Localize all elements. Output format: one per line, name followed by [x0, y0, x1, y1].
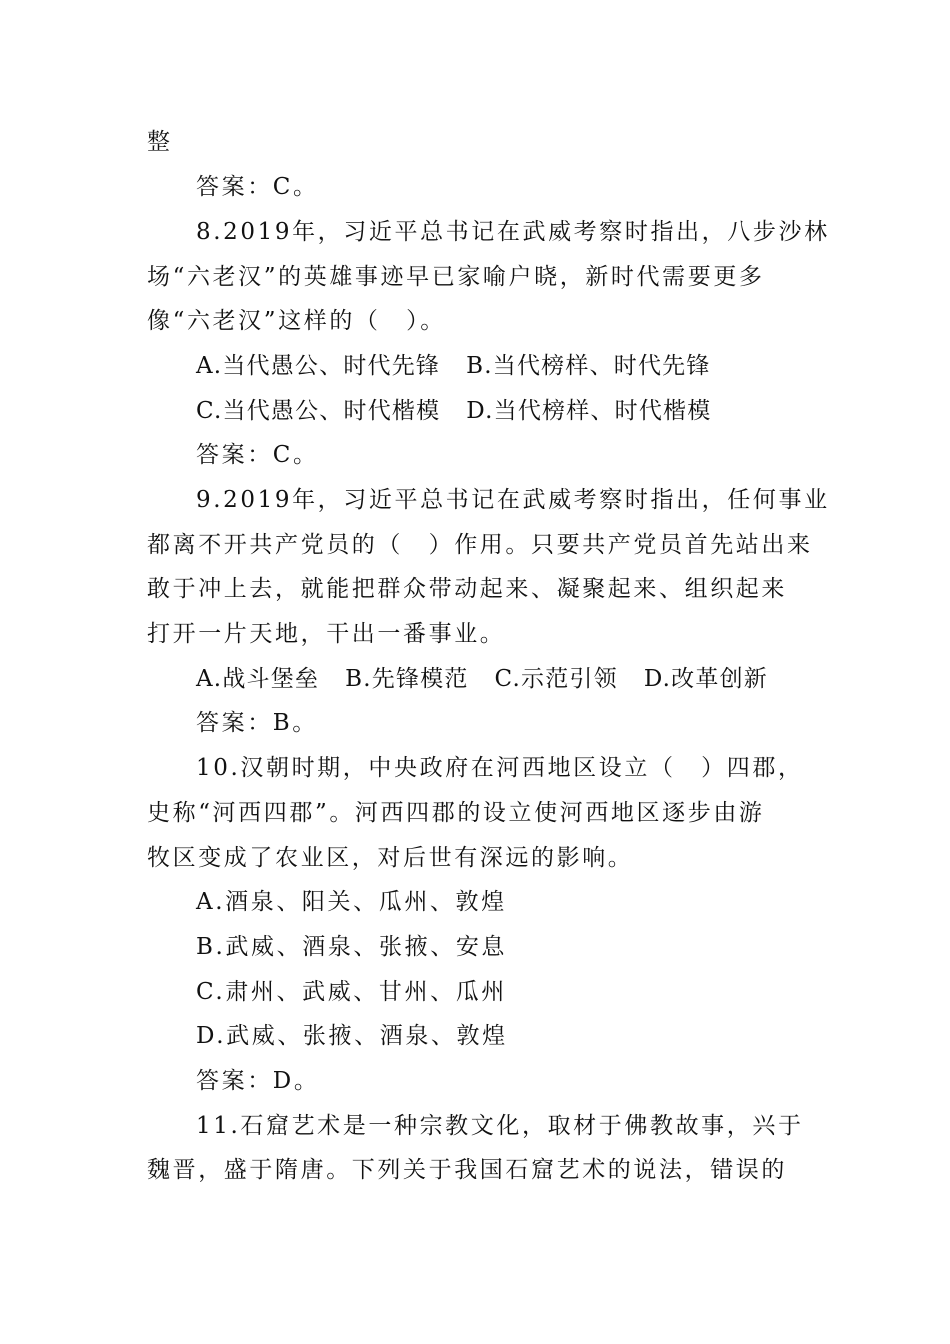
- question-10-line-2: 史称“河西四郡”。河西四郡的设立使河西地区逐步由游: [147, 800, 765, 826]
- option-9d: D.改革创新: [643, 666, 768, 692]
- option-9a: A.战斗堡垒: [196, 666, 320, 692]
- question-9-line-1: 9.2019年，习近平总书记在武威考察时指出，任何事业: [196, 487, 830, 513]
- question-10-line-1: 10.汉朝时期，中央政府在河西地区设立（ ）四郡，: [196, 755, 804, 781]
- question-9-line-3: 敢于冲上去，就能把群众带动起来、凝聚起来、组织起来: [147, 576, 787, 602]
- option-8a: A.当代愚公、时代先锋: [196, 353, 441, 379]
- option-8c: C.当代愚公、时代楷模: [196, 398, 441, 424]
- question-9-line-2: 都离不开共产党员的（ ）作用。只要共产党员首先站出来: [147, 532, 813, 558]
- option-9b: B.先锋模范: [345, 666, 469, 692]
- option-10d: D.武威、张掖、酒泉、敦煌: [196, 1023, 508, 1049]
- question-8-options-ab: [196, 351, 807, 381]
- question-11-line-1: 11.石窟艺术是一种宗教文化，取材于佛教故事，兴于: [196, 1113, 804, 1139]
- answer-q9: 答案：B。: [196, 710, 318, 736]
- answer-q7: 答案：C。: [196, 174, 319, 200]
- question-8-line-1: 8.2019年，习近平总书记在武威考察时指出，八步沙林: [196, 219, 830, 245]
- answer-q8: 答案：C。: [196, 442, 319, 468]
- option-10c: C.肃州、武威、甘州、瓜州: [196, 979, 507, 1005]
- question-10-line-3: 牧区变成了农业区，对后世有深远的影响。: [147, 845, 634, 871]
- option-8b: B.当代榜样、时代先锋: [466, 353, 711, 379]
- option-8d: D.当代榜样、时代楷模: [466, 398, 712, 424]
- answer-q10: 答案：D。: [196, 1068, 320, 1094]
- option-10b: B.武威、酒泉、张掖、安息: [196, 934, 508, 960]
- continuation-text: 整: [147, 129, 173, 155]
- option-10a: A.酒泉、阳关、瓜州、敦煌: [196, 889, 507, 915]
- question-8-line-2: 场“六老汉”的英雄事迹早已家喻户晓，新时代需要更多: [147, 264, 765, 290]
- option-9c: C.示范引领: [494, 666, 618, 692]
- question-8-options-cd: [196, 396, 807, 426]
- question-11-line-2: 魏晋，盛于隋唐。下列关于我国石窟艺术的说法，错误的: [147, 1157, 787, 1183]
- question-8-line-3: 像“六老汉”这样的（ ）。: [147, 308, 446, 334]
- question-9-line-4: 打开一片天地，干出一番事业。: [147, 621, 506, 647]
- question-9-options: [196, 664, 807, 694]
